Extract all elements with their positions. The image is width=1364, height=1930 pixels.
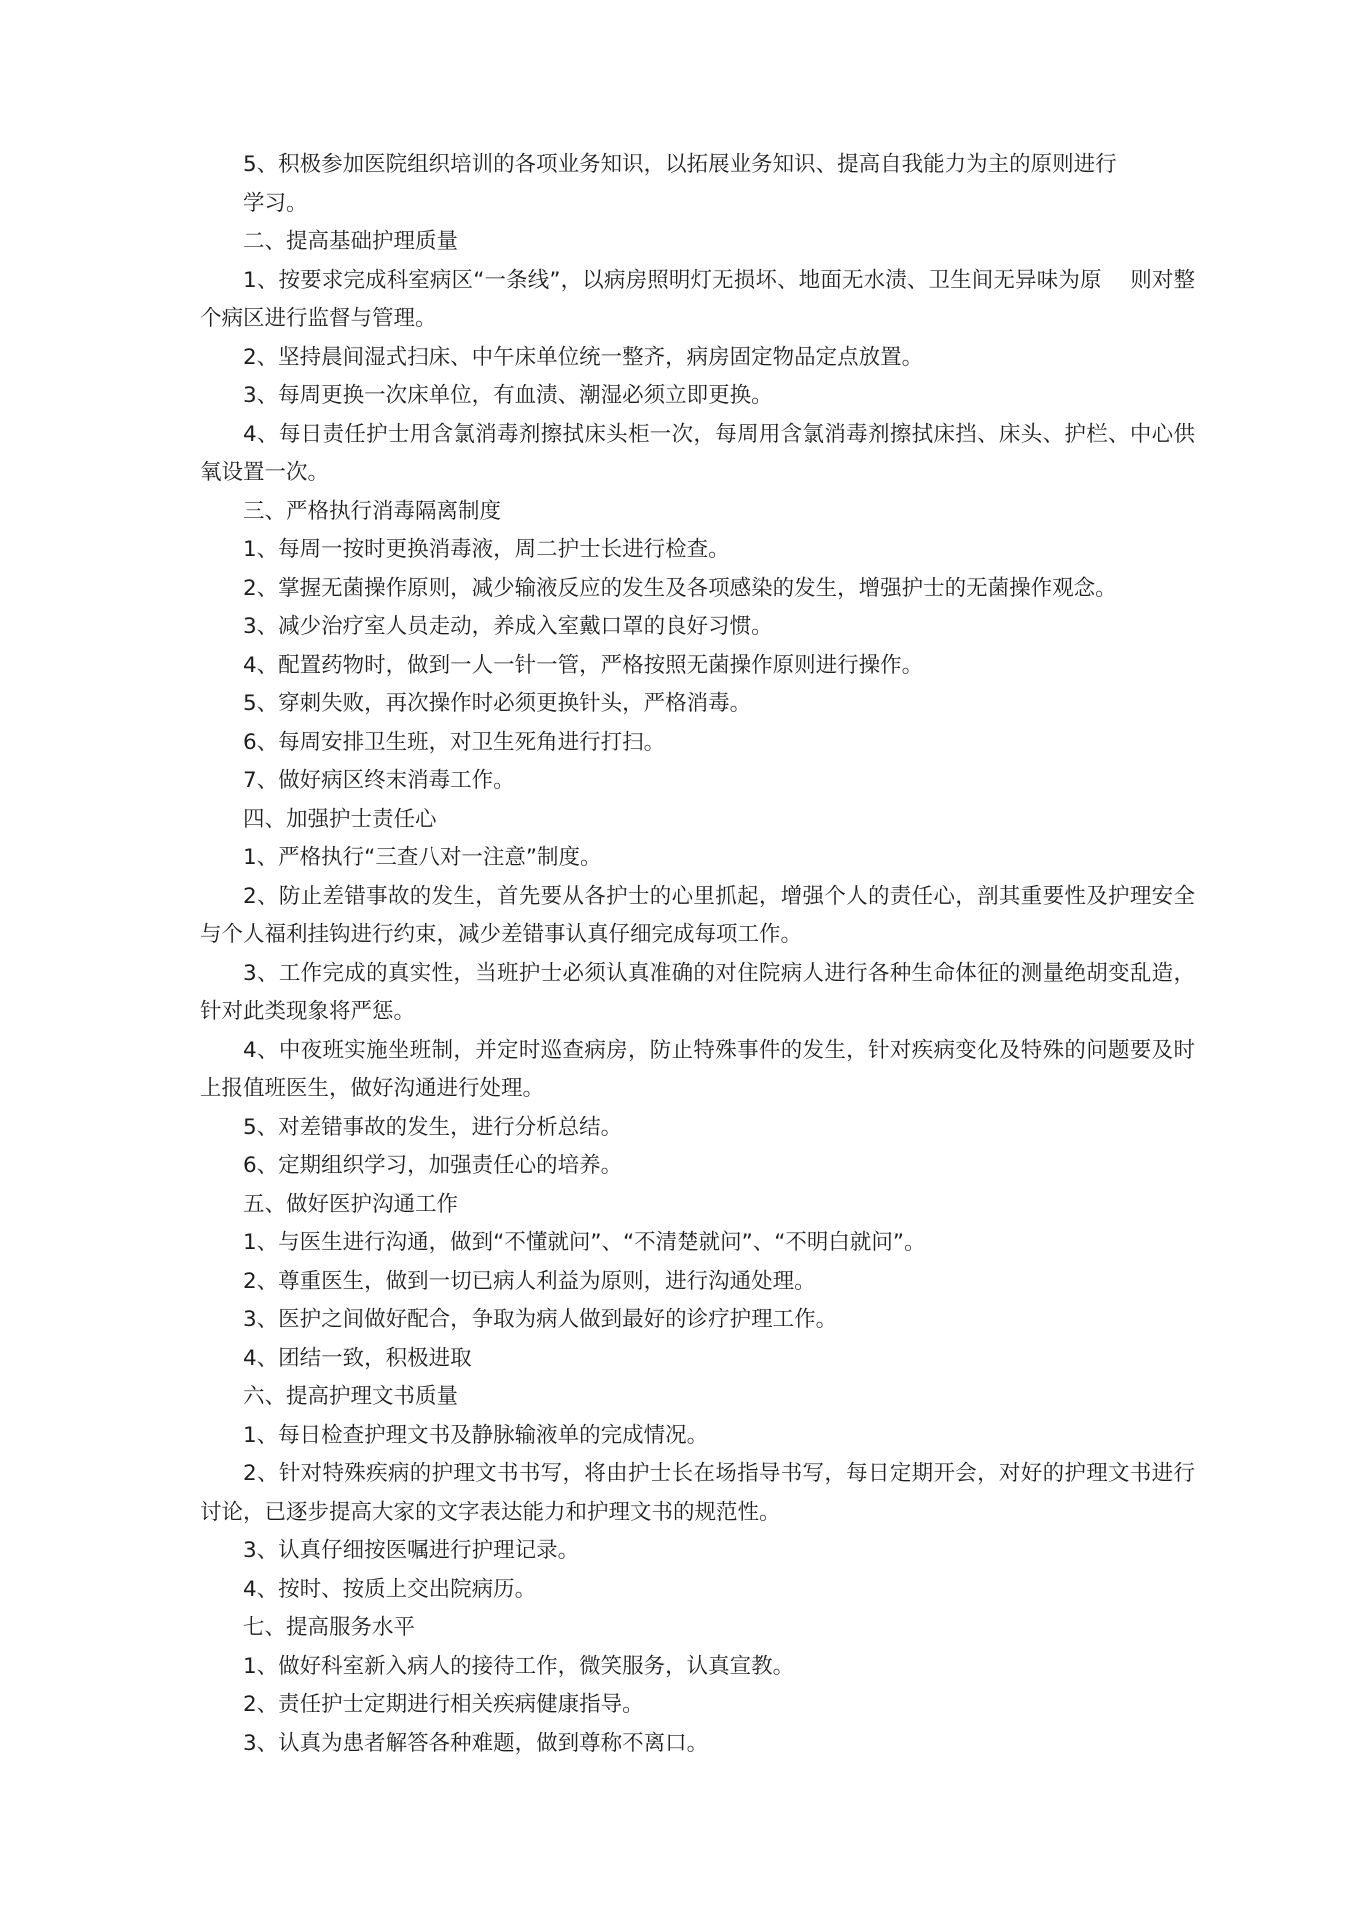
paragraph: 4、按时、按质上交出院病历。 (243, 1576, 537, 1602)
paragraph: 4、每日责任护士用含氯消毒剂擦拭床头柜一次，每周用含氯消毒剂擦拭床挡、床头、护栏、中心供氧设置一次。 (200, 421, 1195, 485)
document-body (200, 146, 1195, 1763)
paragraph: 3、工作完成的真实性，当班护士必须认真准确的对住院病人进行各种生命体征的测量绝胡变乱造，针对此类现象将严惩。 (200, 960, 1195, 1024)
paragraph: 1、严格执行“三查八对一注意”制度。 (243, 845, 602, 870)
paragraph: 2、针对特殊疾病的护理文书书写，将由护士长在场指导书写，每日定期开会，对好的护理文书进行讨论，已逐步提高大家的文字表达能力和护理文书的规范性。 (200, 1461, 1195, 1525)
paragraph: 4、配置药物时，做到一人一针一管，严格按照无菌操作原则进行操作。 (243, 652, 924, 678)
paragraph: 6、定期组织学习，加强责任心的培养。 (243, 1153, 623, 1178)
paragraph: 2、尊重医生，做到一切已病人利益为原则，进行沟通处理。 (243, 1268, 816, 1294)
section-heading: 七、提高服务水平 (243, 1615, 416, 1640)
section-heading: 四、加强护士责任心 (243, 806, 437, 832)
paragraph: 7、做好病区终末消毒工作。 (243, 768, 515, 793)
paragraph: 1、按要求完成科室病区“一条线”，以病房照明灯无损坏、地面无水渍、卫生间无异味为原 则对整个病区进行监督与管理。 (200, 267, 1195, 331)
paragraph: 5、积极参加医院组织培训的各项业务知识，以拓展业务知识、提高自我能力为主的原则进行 (243, 152, 1117, 177)
paragraph: 1、做好科室新入病人的接待工作，微笑服务，认真宣教。 (243, 1653, 795, 1679)
paragraph: 3、认真仔细按医嘱进行护理记录。 (243, 1538, 580, 1563)
paragraph: 3、医护之间做好配合，争取为病人做到最好的诊疗护理工作。 (243, 1307, 838, 1332)
section-heading: 六、提高护理文书质量 (243, 1384, 459, 1409)
paragraph: 5、穿刺失败，再次操作时必须更换针头，严格消毒。 (243, 691, 752, 716)
paragraph: 1、与医生进行沟通，做到“不懂就问”、“不清楚就问”、“不明白就问”。 (243, 1230, 926, 1255)
paragraph: 学习。 (243, 190, 308, 216)
paragraph: 3、减少治疗室人员走动，养成入室戴口罩的良好习惯。 (243, 614, 773, 639)
paragraph: 2、防止差错事故的发生，首先要从各护士的心里抓起，增强个人的责任心，剖其重要性及护理安全与个人福利挂钩进行约束，减少差错事认真仔细完成每项工作。 (200, 883, 1195, 947)
paragraph: 1、每日检查护理文书及静脉输液单的完成情况。 (243, 1422, 709, 1448)
paragraph: 6、每周安排卫生班，对卫生死角进行打扫。 (243, 729, 666, 755)
paragraph: 4、团结一致，积极进取 (243, 1345, 472, 1371)
paragraph: 2、坚持晨间湿式扫床、中午床单位统一整齐，病房固定物品定点放置。 (243, 344, 924, 370)
paragraph: 2、掌握无菌操作原则，减少输液反应的发生及各项感染的发生，增强护士的无菌操作观念。 (243, 575, 1117, 601)
section-heading: 五、做好医护沟通工作 (243, 1191, 459, 1217)
paragraph: 1、每周一按时更换消毒液，周二护士长进行检查。 (243, 537, 730, 562)
paragraph: 3、每周更换一次床单位，有血渍、潮湿必须立即更换。 (243, 383, 773, 408)
paragraph: 4、中夜班实施坐班制，并定时巡查病房，防止特殊事件的发生，针对疾病变化及特殊的问题要及时上报值班医生，做好沟通进行处理。 (200, 1037, 1195, 1101)
paragraph: 3、认真为患者解答各种难题，做到尊称不离口。 (243, 1730, 709, 1756)
paragraph: 2、责任护士定期进行相关疾病健康指导。 (243, 1692, 644, 1717)
paragraph: 5、对差错事故的发生，进行分析总结。 (243, 1114, 623, 1140)
section-heading: 三、严格执行消毒隔离制度 (243, 498, 502, 524)
section-heading: 二、提高基础护理质量 (243, 229, 459, 254)
